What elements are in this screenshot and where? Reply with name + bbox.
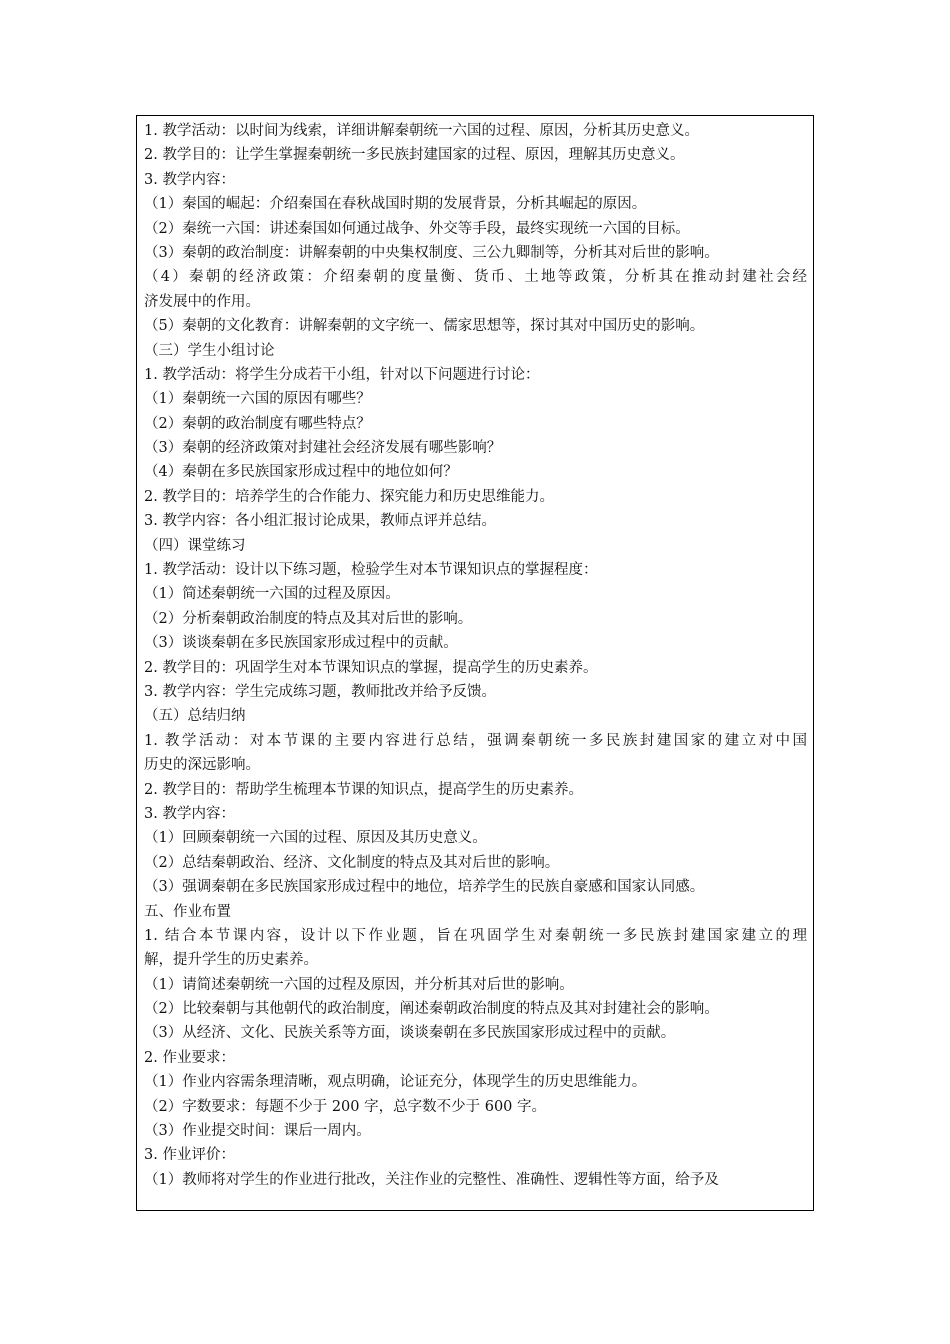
text-line: （3）强调秦朝在多民族国家形成过程中的地位，培养学生的民族自豪感和国家认同感。 [144,879,705,896]
text-line: 1. 教学活动：将学生分成若干小组，针对以下问题进行讨论： [144,366,540,383]
text-line: （2）分析秦朝政治制度的特点及其对后世的影响。 [144,610,473,627]
text-line: （1）简述秦朝统一六国的过程及原因。 [144,586,400,603]
text-line: 1. 教学活动：以时间为线索，详细讲解秦朝统一六国的过程、原因，分析其历史意义。 [144,123,699,139]
text-line: 解，提升学生的历史素养。 [144,952,318,969]
text-line: （4）秦朝的经济政策：介绍秦朝的度量衡、货币、土地等政策，分析其在推动封建社会经 [144,269,807,286]
text-line: 1. 教学活动：设计以下练习题，检验学生对本节课知识点的掌握程度： [144,562,598,579]
document-table-cell [136,115,814,1211]
text-line: （5）秦朝的文化教育：讲解秦朝的文字统一、儒家思想等，探讨其对中国历史的影响。 [144,318,705,335]
text-line: 3. 教学内容：各小组汇报讨论成果，教师点评并总结。 [144,513,496,530]
text-line: 3. 教学内容： [144,171,235,188]
text-line: 1. 教学活动：对本节课的主要内容进行总结，强调秦朝统一多民族封建国家的建立对中国 [144,732,807,749]
text-line: （四）课堂练习 [144,537,246,554]
text-line: （1）秦朝统一六国的原因有哪些？ [144,391,371,408]
text-line: （2）比较秦朝与其他朝代的政治制度，阐述秦朝政治制度的特点及其对封建社会的影响。 [144,1001,719,1018]
text-line: 2. 教学目的：巩固学生对本节课知识点的掌握，提高学生的历史素养。 [144,659,598,676]
text-line: （3）秦朝的经济政策对封建社会经济发展有哪些影响？ [144,440,502,457]
text-line: （3）从经济、文化、民族关系等方面，谈谈秦朝在多民族国家形成过程中的贡献。 [144,1025,676,1042]
text-line: 济发展中的作用。 [144,293,260,310]
text-line: 3. 作业评价： [144,1147,235,1164]
text-line: （1）作业内容需条理清晰，观点明确，论证充分，体现学生的历史思维能力。 [144,1074,647,1091]
text-line: 2. 教学目的：帮助学生梳理本节课的知识点，提高学生的历史素养。 [144,781,583,798]
text-line: （2）总结秦朝政治、经济、文化制度的特点及其对后世的影响。 [144,854,560,871]
text-line: 3. 教学内容：学生完成练习题，教师批改并给予反馈。 [144,683,496,700]
text-line: （2）秦统一六国：讲述秦国如何通过战争、外交等手段，最终实现统一六国的目标。 [144,220,690,237]
text-line: （3）秦朝的政治制度：讲解秦朝的中央集权制度、三公九卿制等，分析其对后世的影响。 [144,244,719,261]
text-line: （3）谈谈秦朝在多民族国家形成过程中的贡献。 [144,635,458,652]
text-line: 历史的深远影响。 [144,757,260,774]
text-line: （2）秦朝的政治制度有哪些特点？ [144,415,371,432]
text-line: 3. 教学内容： [144,805,235,822]
text-line: （1）教师将对学生的作业进行批改，关注作业的完整性、准确性、逻辑性等方面，给予及 [144,1171,719,1188]
text-line: （1）回顾秦朝统一六国的过程、原因及其历史意义。 [144,830,487,847]
text-line: （五）总结归纳 [144,708,246,725]
text-line: （3）作业提交时间：课后一周内。 [144,1123,371,1140]
text-line: （2）字数要求：每题不少于 200 字，总字数不少于 600 字。 [144,1098,547,1115]
text-line: 2. 教学目的：培养学生的合作能力、探究能力和历史思维能力。 [144,488,554,505]
text-line: （1）秦国的崛起：介绍秦国在春秋战国时期的发展背景，分析其崛起的原因。 [144,196,647,213]
text-line: 2. 教学目的：让学生掌握秦朝统一多民族封建国家的过程、原因，理解其历史意义。 [144,147,685,164]
text-line: （4）秦朝在多民族国家形成过程中的地位如何？ [144,464,458,481]
text-line: 五、作业布置 [144,903,231,920]
text-line: （三）学生小组讨论 [144,342,275,359]
text-line: （1）请简述秦朝统一六国的过程及原因，并分析其对后世的影响。 [144,976,574,993]
text-line: 2. 作业要求： [144,1049,235,1066]
text-line: 1. 结合本节课内容，设计以下作业题，旨在巩固学生对秦朝统一多民族封建国家建立的理 [144,927,807,944]
